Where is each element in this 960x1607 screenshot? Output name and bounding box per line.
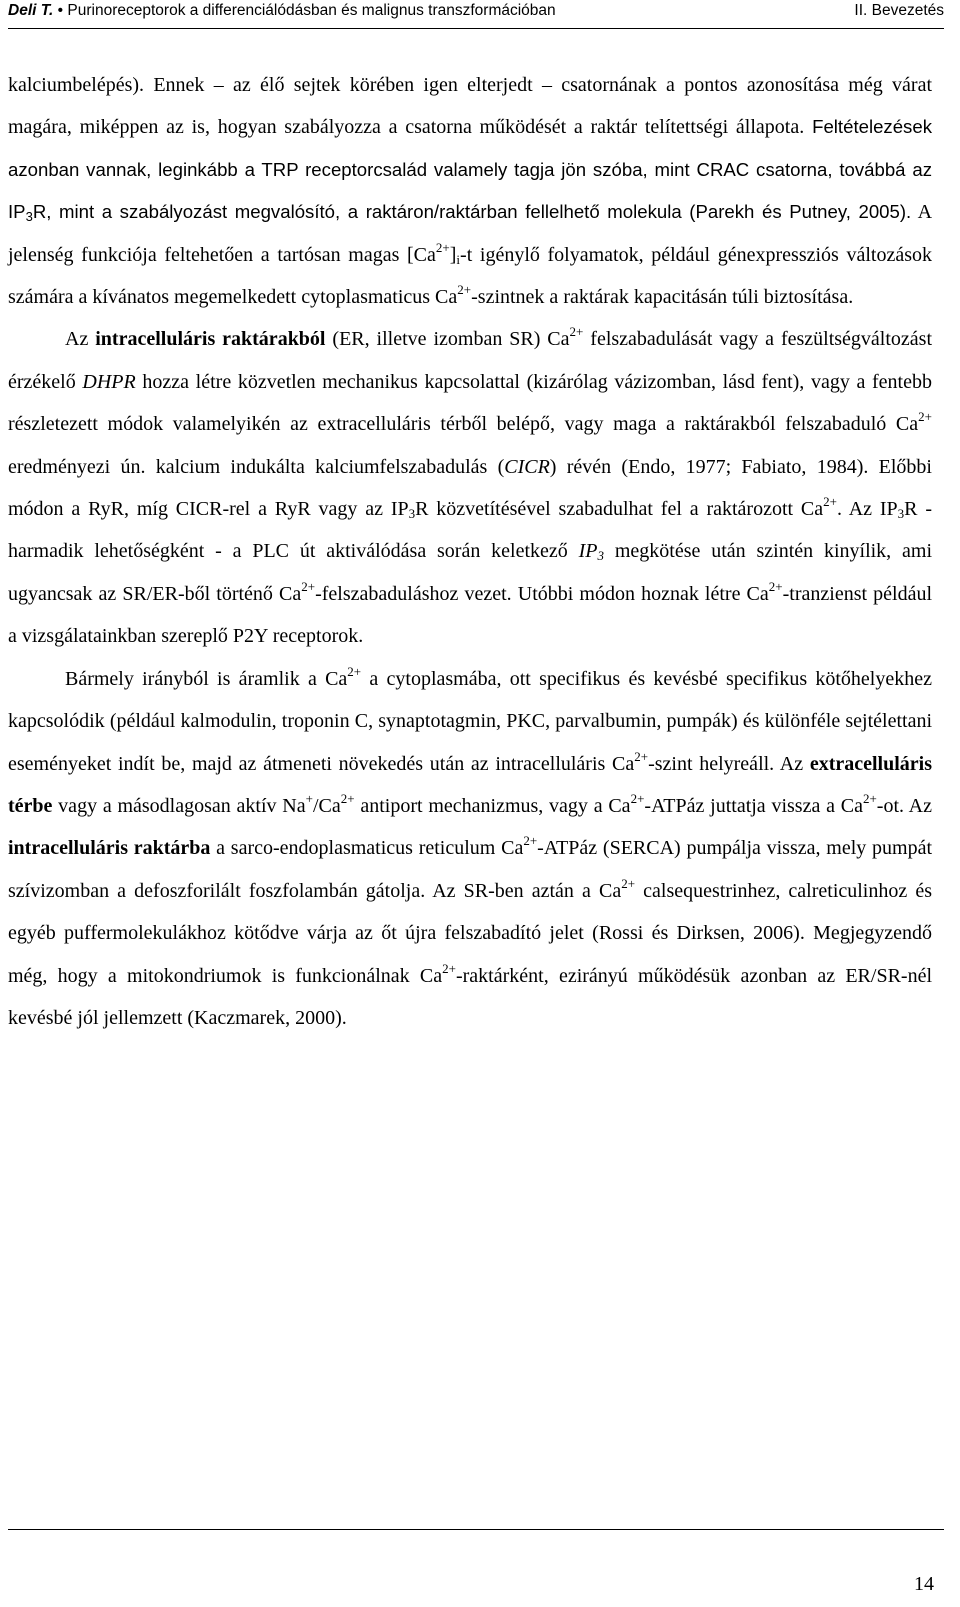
p2-sub-h: 3 [897, 506, 905, 522]
p3-text-a: Bármely irányból is áramlik a Ca [65, 667, 348, 690]
p2-ital-c: DHPR [82, 370, 136, 393]
p2-text-a: Az [65, 328, 96, 351]
p2-text-e: eredményezi ún. kalcium indukálta kalciumfelszabadulás ( [8, 455, 505, 478]
p1-text-c: R, mint a szabályozást megvalósító, a raktáron/raktárban fellelhető molekula (Parekh és Putney, 2005). [32, 201, 912, 223]
p2-ital-i-text: IP [578, 540, 598, 563]
p1-sup-d: 2+ [435, 239, 450, 255]
p3-text-j: -ATPáz (SERCA) pumpálja vissza, mely pumpát szívizomban a defoszforilált foszfolambán gátolja. Az SR-ben aztán a Ca [8, 837, 932, 902]
page-number: 14 [914, 1573, 934, 1595]
running-header [8, 0, 952, 30]
p3-sup-a: 2+ [347, 663, 362, 679]
p3-text-i: a sarco-endoplasmaticus reticulum Ca [210, 837, 524, 860]
p3-text-k: calsequestrinhez, calreticulinhoz és egyéb puffermolekulákhoz kötődve várja az őt újra felszabadító jelet (Rossi és Dirksen, 2006). Megjegyzendő még, hogy a mitokondriumok is funkcionálnak Ca [8, 879, 932, 987]
body-text [8, 64, 932, 1039]
p1-text-f: -t igénylő folyamatok, például génexpressziós változások számára a kívánatos megemelkedett cytoplasmaticus Ca [8, 243, 932, 309]
p3-text-b: a cytoplasmába, ott specifikus és kevésbé specifikus kötőhelyekhez kapcsolódik (például kalmodulin, troponin C, synaptotagmin, PKC, parvalbumin, pumpák) és különféle sejtélettani eseményeket indít be, majd az átmeneti növekedés után az intracelluláris Ca [8, 667, 932, 775]
p1-text-b1: Feltételezések azonban vannak, leginkább a TRP receptorcsalád valamely tagja jön szóba, mint CRAC csatorna, továbbá az IP [8, 116, 932, 223]
p2-text-k: -felszabaduláshoz vezet. Utóbbi módon hoznak létre Ca [315, 582, 769, 605]
header-left [8, 2, 556, 20]
header-title: Purinoreceptorok a differenciálódásban és malignus transzformációban [67, 2, 556, 19]
p3-sup-e: 2+ [340, 790, 355, 806]
p3-sup-k: 2+ [442, 960, 456, 976]
p3-text-d: vagy a másodlagosan aktív Na [52, 794, 306, 817]
p1-text-g: -szintnek a raktárak kapacitásán túli biztosítása. [471, 286, 854, 309]
p2-text-c: felszabadulását vagy a feszültségváltozást érzékelő [8, 328, 933, 393]
footer-rule [8, 1529, 944, 1530]
p2-text-i: R - harmadik lehetőségként - a PLC út aktiválódása során keletkező [8, 498, 933, 563]
p3-sup-b: 2+ [634, 748, 649, 764]
paragraph-2 [8, 318, 932, 657]
p2-text-b: (ER, illetve izomban SR) Ca [325, 328, 570, 351]
p3-text-c: -szint helyreáll. Az [648, 752, 810, 775]
p1-sup-f: 2+ [457, 282, 472, 298]
p1-text-d: A jelenség funkciója feltehetően a tartósan magas [Ca [8, 201, 933, 266]
p2-sup-d: 2+ [918, 409, 932, 425]
p3-text-e: /Ca [312, 794, 341, 817]
p3-sup-g: 2+ [862, 790, 877, 806]
p3-text-h: -ot. Az [876, 794, 932, 817]
header-section: II. Bevezetés [854, 2, 944, 19]
p2-text-f: ) révén (Endo, 1977; Fabiato, 1984). Előbbi módon a RyR, míg CICR-rel a RyR vagy az IP [8, 455, 932, 521]
p3-text-g: -ATPáz juttatja vissza a Ca [644, 794, 863, 817]
header-rule [8, 28, 944, 29]
paragraph-1 [8, 64, 932, 318]
p2-text-d: hozza létre közvetlen mechanikus kapcsolattal (kizárólag vázizomban, lásd fent), vagy a fentebb részletezett módok valamelyikén az extracelluláris térből belépő, vagy maga a raktárakból felszabaduló Ca [8, 370, 932, 436]
p3-bold-h: intracelluláris raktárba [8, 837, 211, 860]
header-author: Deli T. [8, 2, 54, 19]
p2-sup-k: 2+ [768, 578, 783, 594]
p2-ital-i-sub: 3 [597, 548, 605, 564]
p3-sup-j: 2+ [621, 875, 636, 891]
p3-sup-f: 2+ [630, 790, 645, 806]
p2-sup-j: 2+ [301, 578, 316, 594]
p2-text-g: R közvetítésével szabadulhat fel a raktározott Ca [415, 498, 824, 521]
p1-text-e: ] [449, 243, 457, 266]
header-bullet: • [53, 2, 68, 19]
p2-sup-g: 2+ [823, 494, 837, 510]
p3-sup-i: 2+ [523, 833, 538, 849]
p1-sub-3: 3 [25, 209, 33, 225]
p1-sub-i: i [456, 251, 461, 267]
p2-bold-a: intracelluláris raktárakból [95, 328, 326, 351]
p3-text-l: -raktárként, ezirányú működésük azonban az ER/SR-nél kevésbé jól jellemzett (Kaczmarek, 2000). [8, 964, 933, 1029]
p2-text-l: -tranzienst például a vizsgálatainkban szereplő P2Y receptorok. [8, 582, 933, 648]
p3-bold-c: extracelluláris térbe [8, 752, 932, 817]
p3-sup-d: + [305, 790, 313, 806]
p1-text-a: kalciumbelépés). Ennek – az élő sejtek körében igen elterjedt – csatornának a pontos azonosítása még várat magára, miképpen az is, hogyan szabályozza a csatorna működését a raktár telítettségi állapota. [8, 74, 932, 139]
p2-ital-e: CICR [504, 455, 550, 478]
p2-text-h: . Az IP [836, 498, 898, 521]
p3-text-f: antiport mechanizmus, vagy a Ca [354, 794, 631, 817]
p2-ital-i [579, 540, 604, 562]
p2-sup-b: 2+ [569, 324, 584, 340]
p2-sub-f: 3 [408, 506, 416, 522]
p2-text-j: megkötése után szintén kinyílik, ami ugyancsak az SR/ER-ből történő Ca [8, 540, 933, 605]
paragraph-3 [8, 658, 932, 1040]
